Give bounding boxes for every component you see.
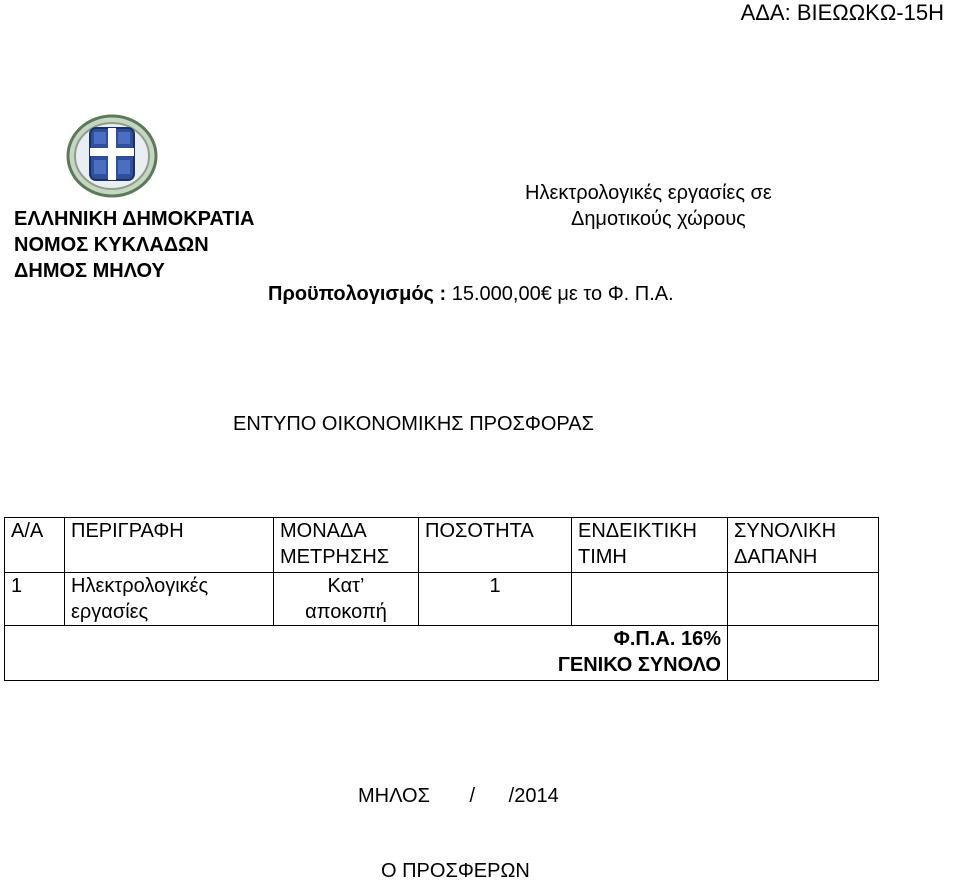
header-price-line1: ΕΝΔΕΙΚΤΙΚΗ <box>578 520 697 542</box>
row-quantity: 1 <box>419 573 572 626</box>
date-year: /2014 <box>508 785 559 807</box>
offerer-label: Ο ΠΡΟΣΦΕΡΩΝ <box>381 860 530 882</box>
header-unit-line2: ΜΕΤΡΗΣΗΣ <box>280 546 390 568</box>
budget-label: Προϋπολογισμός : <box>268 283 447 305</box>
header-unit <box>274 518 419 573</box>
header-description: ΠΕΡΙΓΡΑΦΗ <box>65 518 274 573</box>
table-row <box>5 573 879 626</box>
header-price-line2: ΤΙΜΗ <box>578 546 627 568</box>
header-price <box>572 518 728 573</box>
place-name: ΜΗΛΟΣ <box>358 785 430 807</box>
row-description <box>65 573 274 626</box>
row-description-line2: εργασίες <box>71 601 149 623</box>
row-aa: 1 <box>5 573 65 626</box>
greek-emblem-icon <box>64 112 160 200</box>
header-unit-line1: ΜΟΝΑΔΑ <box>280 520 367 542</box>
subject-block <box>525 180 772 232</box>
subject-line2: Δημοτικούς χώρους <box>570 208 746 230</box>
row-price[interactable] <box>572 573 728 626</box>
row-unit-line2: αποκοπή <box>305 601 387 623</box>
budget-value: 15.000,00€ με το Φ. Π.Α. <box>451 283 674 305</box>
offer-table <box>4 517 879 681</box>
form-title: ΕΝΤΥΠΟ ΟΙΚΟΝΟΜΙΚΗΣ ΠΡΟΣΦΟΡΑΣ <box>233 413 594 435</box>
issuer-municipality: ΔΗΜΟΣ ΜΗΛΟΥ <box>14 260 165 282</box>
grand-total-label: ΓΕΝΙΚΟ ΣΥΝΟΛΟ <box>557 654 721 676</box>
row-total[interactable] <box>728 573 879 626</box>
row-unit <box>274 573 419 626</box>
table-header-row <box>5 518 879 573</box>
header-total <box>728 518 879 573</box>
vat-label: Φ.Π.Α. 16% <box>613 628 721 650</box>
totals-row <box>5 626 879 681</box>
header-total-line1: ΣΥΝΟΛΙΚΗ <box>734 520 837 542</box>
place-date-line <box>358 785 559 808</box>
date-separator: / <box>469 785 476 807</box>
budget-line <box>268 283 674 306</box>
issuer-prefecture: ΝΟΜΟΣ ΚΥΚΛΑΔΩΝ <box>14 234 209 256</box>
header-aa: Α/Α <box>5 518 65 573</box>
row-unit-line1: Κατ’ <box>327 575 365 597</box>
totals-values[interactable] <box>728 626 879 681</box>
header-quantity: ΠΟΣΟΤΗΤΑ <box>419 518 572 573</box>
totals-labels <box>5 626 728 681</box>
issuer-country: ΕΛΛΗΝΙΚΗ ΔΗΜΟΚΡΑΤΙΑ <box>14 208 255 230</box>
header-total-line2: ΔΑΠΑΝΗ <box>734 546 818 568</box>
row-description-line1: Ηλεκτρολογικές <box>71 575 209 597</box>
subject-line1: Ηλεκτρολογικές εργασίες σε <box>525 182 772 204</box>
ada-code: ΑΔΑ: ΒΙΕΩΩΚΩ-15Η <box>740 0 944 25</box>
issuer-block <box>14 206 255 284</box>
